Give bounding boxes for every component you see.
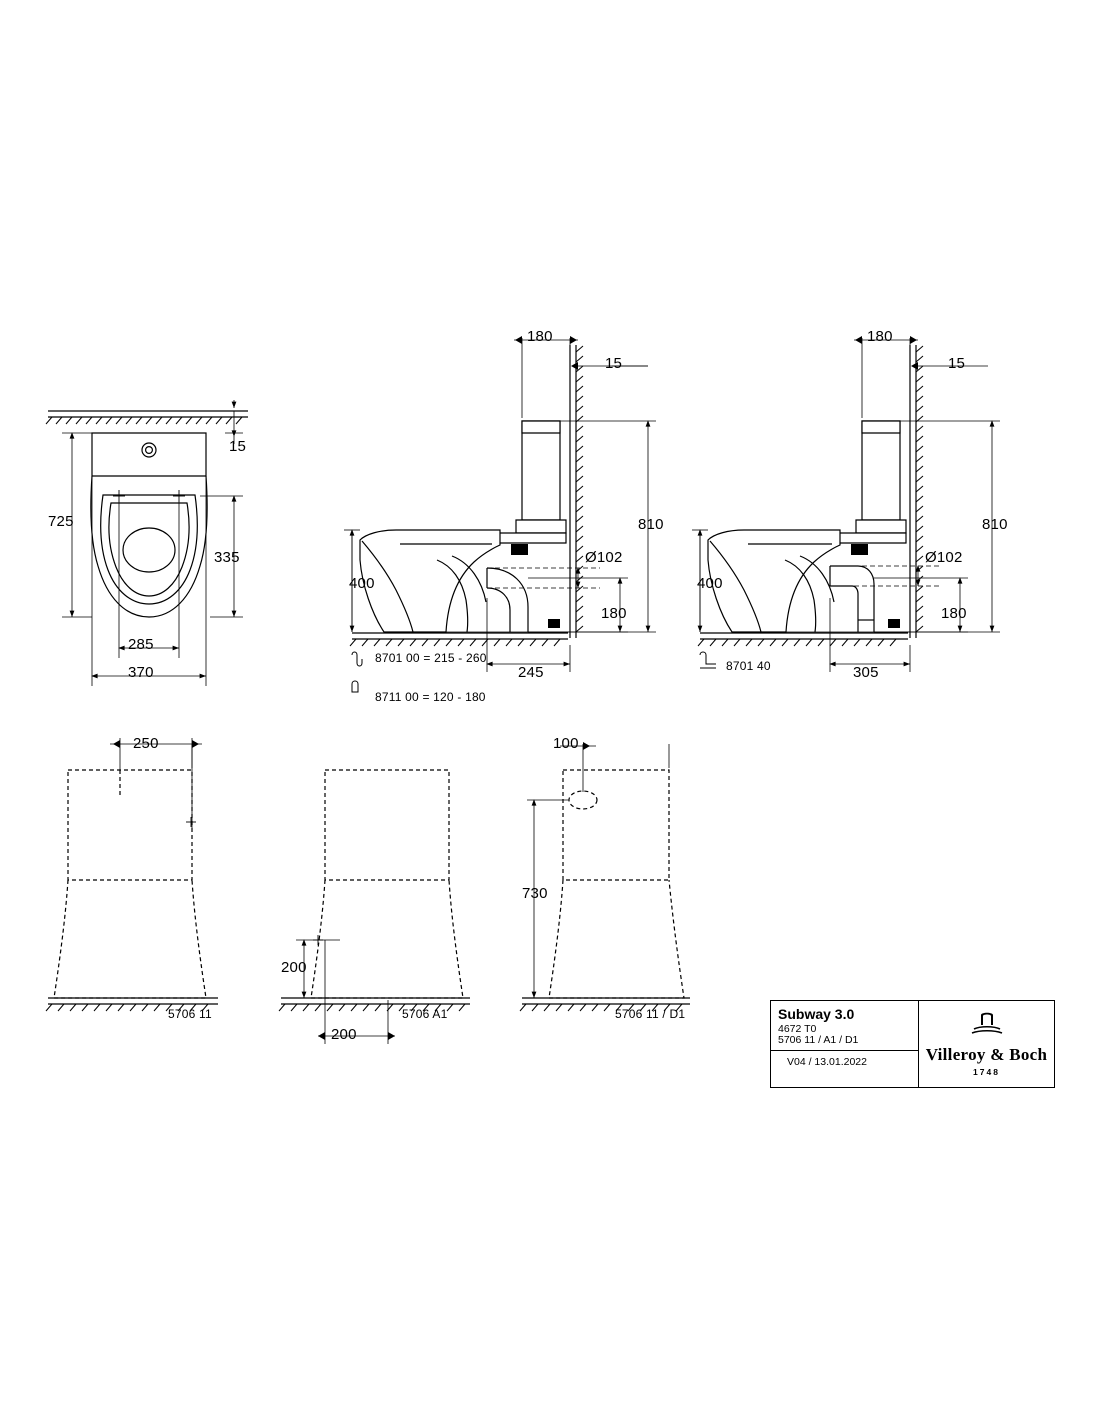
side-view-left-geometry <box>350 345 583 646</box>
front-c-dim-730: 730 <box>522 885 548 902</box>
note-range: = 215 - 260 <box>423 651 487 665</box>
side-left-note-1 <box>375 651 487 665</box>
drawing-version: V04 / 13.01.2022 <box>787 1056 867 1068</box>
title-block <box>770 1000 1055 1088</box>
side-right-dim-810: 810 <box>982 516 1008 533</box>
brand-name: Villeroy & Boch <box>925 1044 1048 1064</box>
front-view-c-geometry <box>549 770 684 998</box>
side-right-dim-400: 400 <box>697 575 723 592</box>
side-right-dim-305: 305 <box>853 664 879 681</box>
plan-dim-285: 285 <box>128 636 154 653</box>
front-view-c-dimensions <box>527 742 669 998</box>
front-c-dim-100: 100 <box>553 735 579 752</box>
plan-dim-335: 335 <box>214 549 240 566</box>
side-right-dim-15: 15 <box>948 355 966 372</box>
side-right-dim-180b: 180 <box>941 605 967 622</box>
front-view-a-geometry <box>54 770 206 998</box>
front-b-dim-200h: 200 <box>331 1026 357 1043</box>
note-code: 8701 00 <box>375 651 420 665</box>
product-code-2: 5706 11 / A1 / D1 <box>778 1034 859 1046</box>
front-a-label: 5706 11 <box>168 1007 212 1021</box>
side-left-dim-15: 15 <box>605 355 623 372</box>
brand-logo <box>919 1001 1054 1087</box>
front-b-dim-200v: 200 <box>281 959 307 976</box>
note-code: 8701 40 <box>726 659 771 673</box>
product-title: Subway 3.0 <box>778 1006 855 1022</box>
side-right-note-1 <box>726 659 771 673</box>
plan-dim-15: 15 <box>229 438 247 455</box>
side-view-right-geometry <box>698 345 923 646</box>
front-view-b-geometry <box>311 770 463 998</box>
front-b-label: 5706 A1 <box>402 1007 448 1021</box>
title-block-divider <box>771 1050 919 1051</box>
note-code: 8711 00 <box>375 690 419 704</box>
side-left-dim-400: 400 <box>349 575 375 592</box>
side-right-note-icon <box>700 652 716 668</box>
side-left-note-icons <box>352 652 362 692</box>
side-left-dim-d102: Ø102 <box>585 549 623 566</box>
side-left-dim-245: 245 <box>518 664 544 681</box>
side-right-dim-180: 180 <box>867 328 893 345</box>
plan-dim-370: 370 <box>128 664 154 681</box>
plan-view-geometry <box>46 411 248 617</box>
side-left-dim-180b: 180 <box>601 605 627 622</box>
side-right-dim-d102: Ø102 <box>925 549 963 566</box>
side-left-note-2 <box>375 690 486 704</box>
brand-block <box>919 1001 1054 1087</box>
brand-year: 1748 <box>973 1066 1000 1077</box>
product-code-1: 4672 T0 <box>778 1023 817 1035</box>
side-left-dim-810: 810 <box>638 516 664 533</box>
note-range: = 120 - 180 <box>422 690 486 704</box>
title-block-info <box>771 1001 919 1087</box>
villeroy-boch-mark-icon <box>970 1012 1004 1043</box>
front-c-label: 5706 11 / D1 <box>615 1007 686 1021</box>
front-a-dim-250: 250 <box>133 735 159 752</box>
side-left-dim-180: 180 <box>527 328 553 345</box>
plan-dim-725: 725 <box>48 513 74 530</box>
